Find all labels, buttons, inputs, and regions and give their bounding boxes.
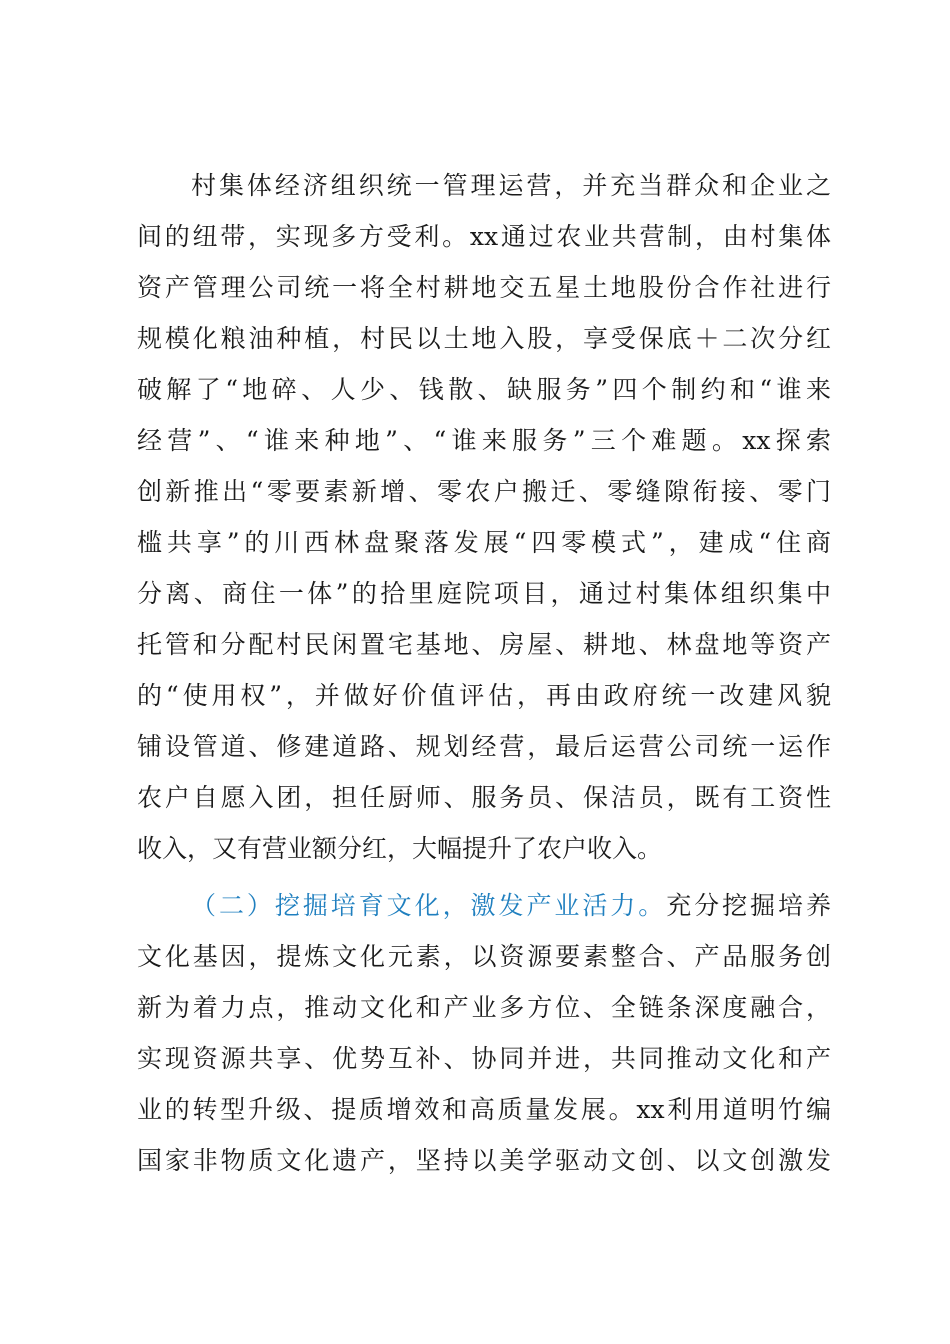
paragraph-line: 破解了“地碎、人少、钱散、缺服务”四个制约和“谁来	[137, 375, 831, 404]
paragraph-first-line	[137, 880, 831, 931]
paragraph-line: 实现资源共享、优势互补、协同并进，共同推动文化和产	[137, 1044, 831, 1073]
paragraph-line: 收入，又有营业额分红，大幅提升了农户收入。	[137, 834, 663, 863]
paragraph-line: 农户自愿入团，担任厨师、服务员、保洁员，既有工资性	[137, 783, 831, 812]
paragraph-line: 新为着力点，推动文化和产业多方位、全链条深度融合，	[137, 993, 831, 1022]
paragraph-line: 创新推出“零要素新增、零农户搬迁、零缝隙衔接、零门	[137, 477, 831, 506]
paragraph-1	[137, 160, 831, 874]
paragraph-line-rest: 充分挖掘培养	[666, 891, 831, 920]
section-heading: （二）挖掘培育文化，激发产业活力。	[191, 891, 667, 920]
paragraph-line: 资产管理公司统一将全村耕地交五星土地股份合作社进行	[137, 273, 831, 302]
paragraph-line: 槛共享”的川西林盘聚落发展“四零模式”，建成“住商	[137, 528, 831, 557]
paragraph-line: 国家非物质文化遗产，坚持以美学驱动文创、以文创激发	[137, 1146, 831, 1175]
paragraph-line: 业的转型升级、提质增效和高质量发展。xx利用道明竹编	[137, 1095, 831, 1124]
paragraph-line: 规模化粮油种植，村民以土地入股，享受保底＋二次分红	[137, 324, 831, 353]
paragraph-line: 托管和分配村民闲置宅基地、房屋、耕地、林盘地等资产	[137, 630, 831, 659]
paragraph-line: 文化基因，提炼文化元素，以资源要素整合、产品服务创	[137, 942, 831, 971]
paragraph-line: 经营”、“谁来种地”、“谁来服务”三个难题。xx探索	[137, 426, 831, 455]
paragraph-line: 间的纽带，实现多方受利。xx通过农业共营制，由村集体	[137, 222, 831, 251]
paragraph-2	[137, 880, 831, 1186]
paragraph-line: 的“使用权”，并做好价值评估，再由政府统一改建风貌	[137, 681, 831, 710]
paragraph-line: 铺设管道、修建道路、规划经营，最后运营公司统一运作	[137, 732, 831, 761]
paragraph-line: 分离、商住一体”的拾里庭院项目，通过村集体组织集中	[137, 579, 831, 608]
paragraph-line: 村集体经济组织统一管理运营，并充当群众和企业之	[191, 171, 831, 200]
